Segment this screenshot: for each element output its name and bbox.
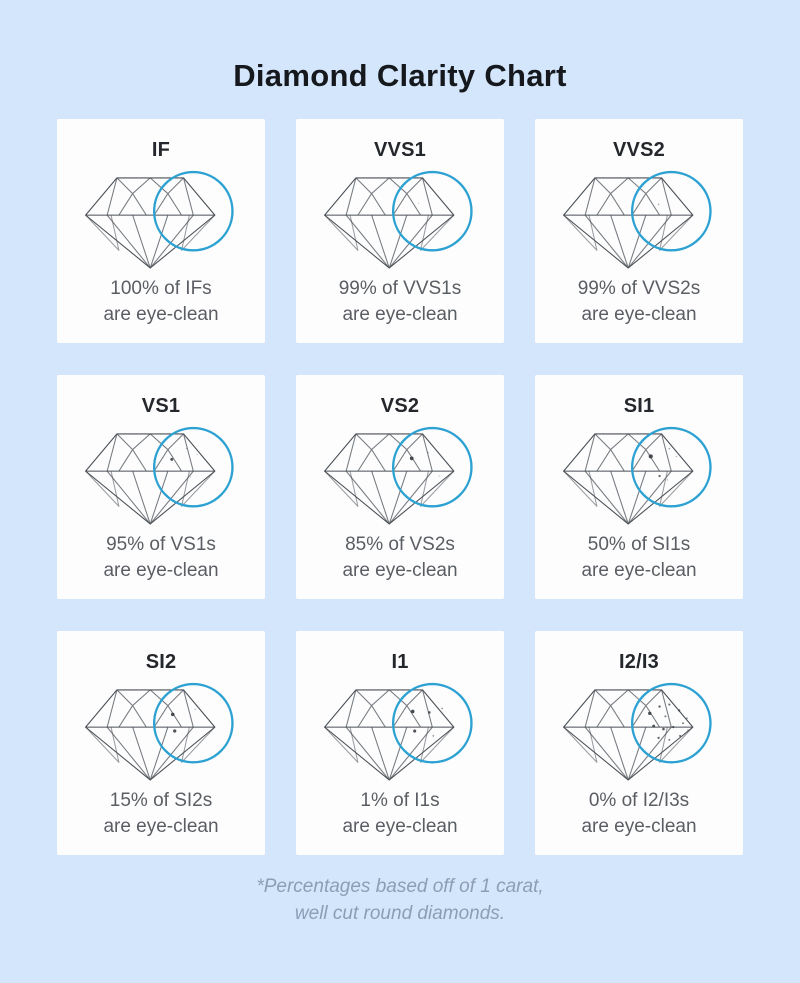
caption-line-2: are eye-clean — [103, 816, 219, 837]
clarity-card-vs2 — [296, 375, 504, 599]
caption-line-1: 99% of VVS1s — [338, 278, 462, 299]
clarity-grade-label: SI1 — [623, 395, 655, 417]
clarity-card-vvs1 — [296, 119, 504, 343]
clarity-grid — [0, 119, 800, 855]
clarity-card-vs1 — [57, 375, 265, 599]
inclusion-dots — [410, 452, 440, 477]
eye-clean-caption — [342, 788, 457, 840]
diamond-loupe-illustration — [68, 164, 254, 276]
caption-line-2: are eye-clean — [342, 816, 458, 837]
inclusion-dots — [658, 204, 660, 206]
footnote-line-1: *Percentages based off of 1 carat, — [256, 876, 544, 897]
diamond-loupe-illustration — [546, 164, 732, 276]
clarity-grade-label: I1 — [391, 651, 409, 673]
footnote-line-2: well cut round diamonds. — [294, 903, 506, 924]
clarity-grade-label: VVS1 — [374, 139, 426, 161]
eye-clean-caption — [581, 532, 696, 584]
caption-line-1: 100% of IFs — [110, 278, 212, 299]
caption-line-1: 15% of SI2s — [109, 790, 213, 811]
caption-line-2: are eye-clean — [581, 304, 697, 325]
clarity-grade-label: I2/I3 — [619, 651, 659, 673]
caption-line-2: are eye-clean — [342, 560, 458, 581]
eye-clean-caption — [342, 532, 457, 584]
eye-clean-caption — [581, 788, 696, 840]
clarity-card-vvs2 — [535, 119, 743, 343]
diamond-loupe-illustration — [546, 676, 732, 788]
caption-line-1: 0% of I2/I3s — [588, 790, 690, 811]
clarity-grade-label: VS1 — [141, 395, 181, 417]
caption-line-2: are eye-clean — [581, 816, 697, 837]
inclusion-dots — [418, 203, 419, 204]
clarity-card-si2 — [57, 631, 265, 855]
diamond-loupe-illustration — [307, 420, 493, 532]
clarity-card-if — [57, 119, 265, 343]
diamond-loupe-illustration — [68, 420, 254, 532]
eye-clean-caption — [103, 788, 218, 840]
eye-clean-caption — [103, 532, 218, 584]
diamond-loupe-illustration — [68, 676, 254, 788]
caption-line-1: 1% of I1s — [360, 790, 440, 811]
caption-line-1: 99% of VVS2s — [577, 278, 701, 299]
clarity-card-i2-i3 — [535, 631, 743, 855]
caption-line-1: 85% of VS2s — [345, 534, 455, 555]
clarity-grade-label: VVS2 — [613, 139, 665, 161]
caption-line-2: are eye-clean — [103, 304, 219, 325]
caption-line-2: are eye-clean — [342, 304, 458, 325]
caption-line-2: are eye-clean — [103, 560, 219, 581]
diamond-loupe-illustration — [546, 420, 732, 532]
caption-line-2: are eye-clean — [581, 560, 697, 581]
clarity-card-si1 — [535, 375, 743, 599]
clarity-grade-label: VS2 — [380, 395, 420, 417]
caption-line-1: 95% of VS1s — [106, 534, 216, 555]
eye-clean-caption — [339, 276, 462, 328]
diamond-loupe-illustration — [307, 676, 493, 788]
caption-line-1: 50% of SI1s — [587, 534, 691, 555]
eye-clean-caption — [103, 276, 218, 328]
clarity-grade-label: SI2 — [145, 651, 177, 673]
eye-clean-caption — [578, 276, 701, 328]
clarity-card-i1 — [296, 631, 504, 855]
inclusion-dots — [170, 448, 198, 478]
clarity-grade-label: IF — [151, 139, 171, 161]
inclusion-dots — [649, 448, 677, 481]
diamond-loupe-illustration — [307, 164, 493, 276]
footnote — [0, 873, 800, 927]
page-title: Diamond Clarity Chart — [233, 58, 567, 93]
